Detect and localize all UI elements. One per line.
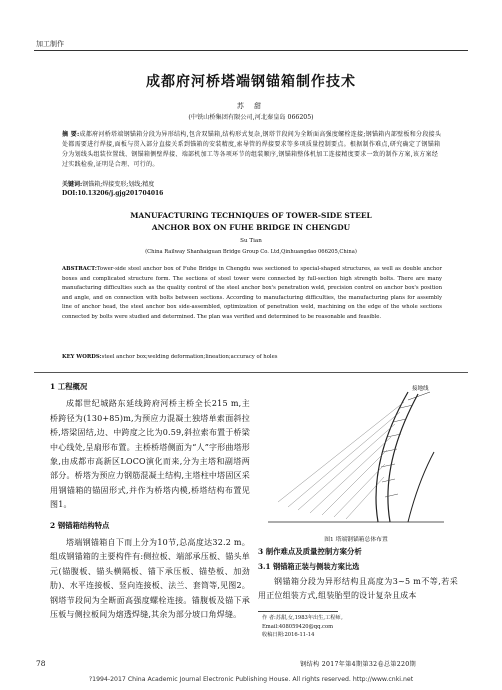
chinese-affiliation: (中铁山桥集团有限公司,河北秦皇岛 066205) [188, 114, 314, 121]
chinese-abstract-label: 摘 要: [62, 131, 80, 138]
chinese-title: 成都府河桥塔端钢锚箱制作技术 [146, 74, 356, 90]
page-number: 78 [36, 659, 46, 668]
section-1-heading: 1 工程概况 [50, 382, 88, 391]
figure-1 [258, 382, 454, 543]
english-keywords-label: KEY WORDS: [62, 354, 102, 360]
chinese-keywords-text: 钢锚箱;焊接变形;划线;精度 [82, 181, 155, 188]
author-footnote [262, 614, 462, 640]
doi: DOI:10.13206/j.gjg201704016 [62, 190, 164, 197]
figure-1-drawing [258, 382, 454, 530]
english-abstract-label: ABSTRACT: [62, 266, 97, 272]
english-title-line-2: ANCHOR BOX ON FUHE BRIDGE IN CHENGDU [151, 223, 351, 232]
footnote-email: Email:408059420@qq.com [262, 623, 333, 630]
english-abstract [62, 265, 442, 323]
left-column [50, 380, 250, 623]
section-2-text: 塔端钢锚箱自下而上分为10节,总高度达32.2 m。组成钢锚箱的主要构件有:侧拉板、端部承压板、锚头单元(锚腹板、锚头横隔板、锚下承压板、锚垫板、加劲肋)、水平连接板、竖向连接板、法兰、套筒等,见图2。钢塔节段间为全断面高强度螺栓连接。锚腹板及锚下承压板与侧拉板间为熔透焊缝,其余为部分坡口角焊缝。 [50, 538, 250, 620]
footnote-rule [258, 611, 338, 612]
english-author: Su Tian [240, 238, 262, 244]
section-3-text: 钢锚箱分段为异形结构且高度为3~5 m不等,若采用正位组装方式,组装胎型的设计复杂且成本 [258, 576, 458, 601]
english-abstract-text: Tower-side steel anchor box of Fuhe Bridge in Chengdu was sectioned to special-shaped structures, as well as double anchor boxes and complicated structure form. The sections of steel tower were connected by full-section high strength bolts. There are many manufacturing difficulties such as the quality control of the steel anchor box's penetration weld, precision control on anchor box's position and angle, and on connection with bolts between sections. According to manufacturing difficulties, the manufacturing plans for assembly line of anchor head, the steel anchor box side-assembled, optimization of penetration weld, machining on the edge of the whole sections connected by bolts were studied and determined. The plan was verified and determined to be reasonable and feasible. [62, 266, 442, 320]
section-3-1-heading: 3.1 钢锚箱正装与侧装方案比选 [258, 562, 360, 572]
english-affiliation: (China Railway Shanhaiguan Bridge Group Co. Ltd,Qinhuangdao 066205,China) [145, 249, 357, 255]
footnote-received: 收稿日期:2016-11-14 [262, 632, 315, 639]
section-2-heading: 2 钢锚箱结构特点 [50, 520, 110, 530]
section-1-text: 成都世纪城路东延线跨府河桥主桥全长215 m,主桥跨径为(130+85)m,为预应力混凝土独塔单索面斜拉桥,塔梁固结,边、中跨度之比为0.59,斜拉索布置于桥梁中心线处,呈扇形布置。主桥桥塔侧面为“人”字形曲塔形象,由成都市高新区LOCO演化而来,分为主塔和副塔两部分。桥塔为预应力钢筋混凝土结构,主塔柱中塔固区采用钢锚箱的锚固形式,并作为桥塔内模,桥塔结构布置见图1。 [50, 399, 250, 510]
right-column-text [258, 545, 458, 604]
english-keywords-text: steel anchor box;welding deformation;lineation;accuracy of holes [101, 354, 278, 360]
header-rule [34, 50, 468, 51]
copyright-line: ?1994-2017 China Academic Journal Electronic Publishing House. All rights reserved. http://www.cnki.net [88, 676, 414, 683]
section-tag: 加工制作 [36, 40, 64, 48]
chinese-abstract [62, 130, 442, 170]
chinese-author: 苏 甜 [236, 102, 266, 110]
tower-anchor-diagram [258, 382, 454, 530]
footnote-author: 作 者:苏甜,女,1983年出生,工程师。 [262, 615, 346, 621]
section-3-heading: 3 制作难点及质量控制方案分析 [258, 547, 362, 556]
chinese-keywords-label: 关键词: [62, 181, 83, 188]
chinese-keywords [62, 179, 442, 188]
figure-1-caption: 图1 塔端钢锚箱总体布置 [324, 537, 388, 543]
english-title [0, 210, 502, 234]
chinese-abstract-text: 成都府河桥塔端钢锚箱分段为异形结构,包含双锚箱,结构形式复杂,钢塔节段间为全断面高强度螺栓连接;钢锚箱内部壁板和分段接头处都需要进行焊接,面板与贯入部分直接关系到锚箱的安装精度,索导管的焊接要求等多项质量控制要点。根据制作难点,研究确定了钢锚箱分为划线头组装位置线、钢锚箱侧壁焊接、端部机加工等各项环节的组装顺序,钢锚箱整体机加工连接精度要求一致的制作方案,该方案经过实践检验,证明是合理、可行的。 [62, 131, 442, 168]
english-title-line-1: MANUFACTURING TECHNIQUES OF TOWER-SIDE STEEL [130, 211, 372, 220]
figure-label: 接地线 [412, 386, 429, 392]
abstract-rule [34, 372, 468, 373]
english-keywords [62, 354, 442, 360]
journal-info: 钢结构 2017年第4期第32卷总第220期 [300, 661, 416, 668]
